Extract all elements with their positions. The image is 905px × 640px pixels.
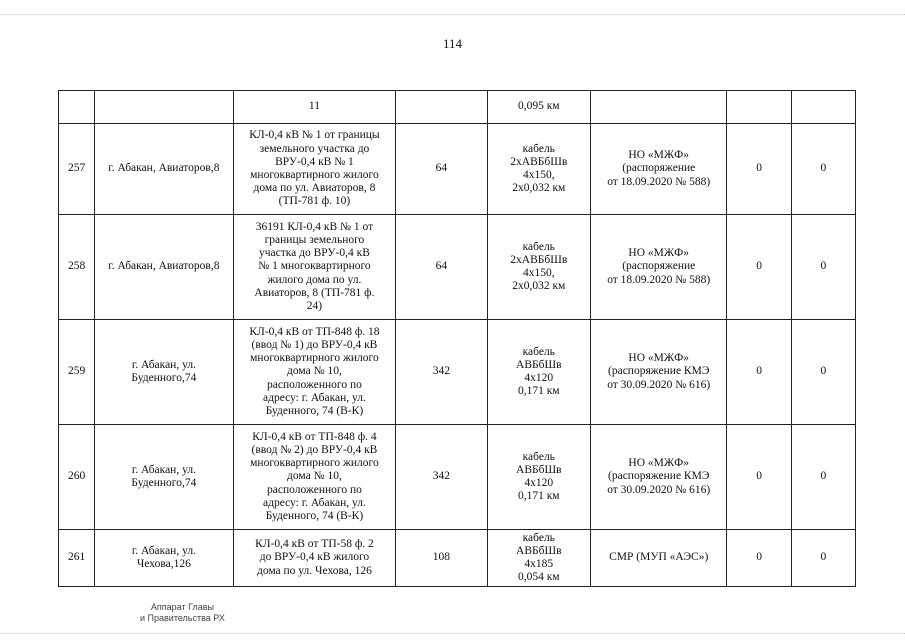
cell-value-a: 0 [727, 530, 791, 587]
cell-value-b: 0 [791, 124, 855, 215]
cell-owner: НО «МЖФ» (распоряжение от 18.09.2020 № 588) [590, 124, 727, 215]
cell-name: КЛ-0,4 кВ от ТП-848 ф. 4 (ввод № 2) до ВРУ-0,4 кВ многоквартирного жилого дома № 10, расположенного по адресу: г. Абакан, ул. Буденного, 74 (В-К) [233, 425, 396, 530]
cell-num [59, 91, 95, 124]
cell-value-a: 0 [727, 320, 791, 425]
cell-num: 258 [59, 215, 95, 320]
page-number: 114 [442, 36, 463, 51]
cell-owner: НО «МЖФ» (распоряжение КМЭ от 30.09.2020 № 616) [590, 425, 727, 530]
cell-name: 11 [233, 91, 396, 124]
cell-owner [590, 91, 727, 124]
cell-num: 261 [59, 530, 95, 587]
registry-table [58, 90, 856, 587]
cell-address: г. Абакан, ул. Буденного,74 [95, 320, 234, 425]
scan-artifact-top [0, 14, 905, 15]
cell-value-b [791, 91, 855, 124]
cell-num: 257 [59, 124, 95, 215]
cell-address [95, 91, 234, 124]
cell-cable: кабель 2хАВБбШв 4х150, 2х0,032 км [487, 215, 590, 320]
cell-length: 64 [396, 124, 487, 215]
table-row [59, 530, 856, 587]
cell-owner: НО «МЖФ» (распоряжение от 18.09.2020 № 588) [590, 215, 727, 320]
cell-name: КЛ-0,4 кВ от ТП-58 ф. 2 до ВРУ-0,4 кВ жилого дома по ул. Чехова, 126 [233, 530, 396, 587]
cell-address: г. Абакан, Авиаторов,8 [95, 215, 234, 320]
cell-cable: кабель АВБбШв 4х120 0,171 км [487, 320, 590, 425]
stamp-line-2: и Правительства РХ [140, 613, 225, 623]
cell-length [396, 91, 487, 124]
cell-name: 36191 КЛ-0,4 кВ № 1 от границы земельного участка до ВРУ-0,4 кВ № 1 многоквартирного жилого дома по ул. Авиаторов, 8 (ТП-781 ф. 24) [233, 215, 396, 320]
cell-address: г. Абакан, Авиаторов,8 [95, 124, 234, 215]
cell-value-a: 0 [727, 425, 791, 530]
cell-num: 260 [59, 425, 95, 530]
cell-address: г. Абакан, ул. Чехова,126 [95, 530, 234, 587]
table-row [59, 320, 856, 425]
cell-cable: кабель АВБбШв 4х185 0,054 км [487, 530, 590, 587]
cell-num: 259 [59, 320, 95, 425]
cell-value-b: 0 [791, 530, 855, 587]
cell-cable: 0,095 км [487, 91, 590, 124]
cell-owner: НО «МЖФ» (распоряжение КМЭ от 30.09.2020 № 616) [590, 320, 727, 425]
cell-length: 342 [396, 425, 487, 530]
cell-value-b: 0 [791, 215, 855, 320]
cell-name: КЛ-0,4 кВ № 1 от границы земельного участка до ВРУ-0,4 кВ № 1 многоквартирного жилого дома по ул. Авиаторов, 8 (ТП-781 ф. 10) [233, 124, 396, 215]
cell-cable: кабель 2хАВБбШв 4х150, 2х0,032 км [487, 124, 590, 215]
cell-value-b: 0 [791, 320, 855, 425]
cell-value-a [727, 91, 791, 124]
table-row [59, 124, 856, 215]
archive-stamp [140, 602, 225, 624]
cell-length: 64 [396, 215, 487, 320]
table-row [59, 425, 856, 530]
cell-owner: СМР (МУП «АЭС») [590, 530, 727, 587]
cell-value-a: 0 [727, 124, 791, 215]
table-row-continuation [59, 91, 856, 124]
table-row [59, 215, 856, 320]
cell-address: г. Абакан, ул. Буденного,74 [95, 425, 234, 530]
scan-artifact-bottom [0, 633, 905, 634]
cell-value-b: 0 [791, 425, 855, 530]
cell-length: 108 [396, 530, 487, 587]
cell-length: 342 [396, 320, 487, 425]
stamp-line-1: Аппарат Главы [150, 602, 214, 612]
cell-name: КЛ-0,4 кВ от ТП-848 ф. 18 (ввод № 1) до ВРУ-0,4 кВ многоквартирного жилого дома № 10, расположенного по адресу: г. Абакан, ул. Буденного, 74 (В-К) [233, 320, 396, 425]
cell-cable: кабель АВБбШв 4х120 0,171 км [487, 425, 590, 530]
cell-value-a: 0 [727, 215, 791, 320]
